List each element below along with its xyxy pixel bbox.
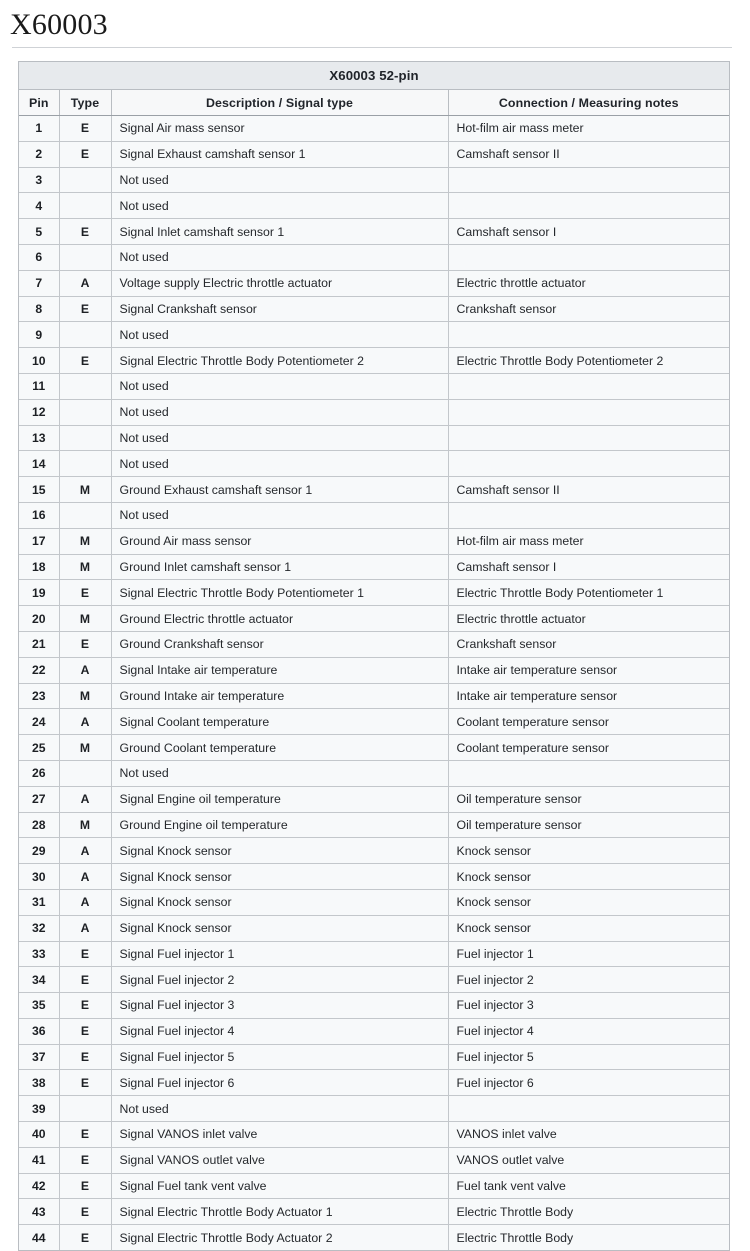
connection-cell: Fuel injector 2	[448, 967, 729, 993]
table-row	[19, 1173, 729, 1199]
connection-cell: Camshaft sensor II	[448, 477, 729, 503]
pin-cell: 9	[19, 322, 59, 348]
table-row	[19, 1122, 729, 1148]
type-cell	[59, 451, 111, 477]
table-row	[19, 244, 729, 270]
table-row	[19, 116, 729, 142]
connection-cell: Camshaft sensor I	[448, 554, 729, 580]
table-row	[19, 1147, 729, 1173]
description-cell: Signal Air mass sensor	[111, 116, 448, 142]
description-cell: Signal VANOS outlet valve	[111, 1147, 448, 1173]
connection-cell: Crankshaft sensor	[448, 296, 729, 322]
connection-cell: Electric Throttle Body Potentiometer 2	[448, 348, 729, 374]
table-row	[19, 786, 729, 812]
column-header-pin: Pin	[19, 90, 59, 116]
type-cell: E	[59, 580, 111, 606]
type-cell	[59, 399, 111, 425]
column-header-description: Description / Signal type	[111, 90, 448, 116]
pinout-table	[19, 62, 729, 1250]
pin-cell: 41	[19, 1147, 59, 1173]
type-cell: M	[59, 528, 111, 554]
pin-cell: 7	[19, 270, 59, 296]
description-cell: Signal Electric Throttle Body Potentiometer 2	[111, 348, 448, 374]
connection-cell: Oil temperature sensor	[448, 786, 729, 812]
pin-cell: 3	[19, 167, 59, 193]
description-cell: Signal Electric Throttle Body Actuator 2	[111, 1225, 448, 1250]
type-cell: A	[59, 889, 111, 915]
connection-cell: Hot-film air mass meter	[448, 116, 729, 142]
type-cell: A	[59, 864, 111, 890]
description-cell: Not used	[111, 399, 448, 425]
type-cell: E	[59, 1018, 111, 1044]
connection-cell: Fuel injector 1	[448, 941, 729, 967]
type-cell: E	[59, 1122, 111, 1148]
table-row	[19, 348, 729, 374]
description-cell: Signal Fuel tank vent valve	[111, 1173, 448, 1199]
title-divider	[12, 47, 732, 48]
type-cell	[59, 1096, 111, 1122]
description-cell: Not used	[111, 373, 448, 399]
connection-cell: Fuel injector 5	[448, 1044, 729, 1070]
pin-cell: 44	[19, 1225, 59, 1250]
page-title: X60003	[10, 8, 108, 41]
type-cell: A	[59, 709, 111, 735]
connection-cell: Electric throttle actuator	[448, 270, 729, 296]
connection-cell: Electric Throttle Body	[448, 1199, 729, 1225]
type-cell: E	[59, 1044, 111, 1070]
pin-cell: 4	[19, 193, 59, 219]
table-row	[19, 322, 729, 348]
connection-cell	[448, 760, 729, 786]
table-row	[19, 296, 729, 322]
table-row	[19, 528, 729, 554]
pin-cell: 2	[19, 141, 59, 167]
connection-cell: Intake air temperature sensor	[448, 657, 729, 683]
connection-cell: Knock sensor	[448, 889, 729, 915]
pin-cell: 43	[19, 1199, 59, 1225]
connection-cell: Fuel injector 4	[448, 1018, 729, 1044]
connection-cell	[448, 451, 729, 477]
table-row	[19, 270, 729, 296]
table-body	[19, 116, 729, 1251]
type-cell: E	[59, 967, 111, 993]
type-cell: E	[59, 993, 111, 1019]
pin-cell: 15	[19, 477, 59, 503]
type-cell	[59, 322, 111, 348]
description-cell: Signal Fuel injector 2	[111, 967, 448, 993]
pin-cell: 20	[19, 606, 59, 632]
type-cell	[59, 193, 111, 219]
connection-cell	[448, 193, 729, 219]
type-cell: M	[59, 606, 111, 632]
connection-cell: Knock sensor	[448, 915, 729, 941]
pin-cell: 25	[19, 735, 59, 761]
description-cell: Signal Fuel injector 1	[111, 941, 448, 967]
connection-cell: Crankshaft sensor	[448, 631, 729, 657]
pin-cell: 14	[19, 451, 59, 477]
table-row	[19, 1018, 729, 1044]
table-row	[19, 502, 729, 528]
table-row	[19, 812, 729, 838]
connection-cell	[448, 322, 729, 348]
table-row	[19, 993, 729, 1019]
description-cell: Ground Air mass sensor	[111, 528, 448, 554]
table-row	[19, 167, 729, 193]
pin-cell: 39	[19, 1096, 59, 1122]
pin-cell: 16	[19, 502, 59, 528]
pin-cell: 6	[19, 244, 59, 270]
table-row	[19, 1199, 729, 1225]
description-cell: Ground Exhaust camshaft sensor 1	[111, 477, 448, 503]
pin-cell: 38	[19, 1070, 59, 1096]
pin-cell: 19	[19, 580, 59, 606]
column-header-type: Type	[59, 90, 111, 116]
pin-cell: 37	[19, 1044, 59, 1070]
description-cell: Not used	[111, 451, 448, 477]
type-cell: M	[59, 812, 111, 838]
connection-cell: VANOS inlet valve	[448, 1122, 729, 1148]
connection-cell	[448, 399, 729, 425]
description-cell: Signal Fuel injector 6	[111, 1070, 448, 1096]
connection-cell	[448, 244, 729, 270]
table-row	[19, 451, 729, 477]
description-cell: Signal Crankshaft sensor	[111, 296, 448, 322]
description-cell: Ground Coolant temperature	[111, 735, 448, 761]
description-cell: Signal Inlet camshaft sensor 1	[111, 219, 448, 245]
connection-cell: Fuel injector 6	[448, 1070, 729, 1096]
table-row	[19, 915, 729, 941]
description-cell: Signal Intake air temperature	[111, 657, 448, 683]
pin-cell: 11	[19, 373, 59, 399]
table-row	[19, 1044, 729, 1070]
pin-cell: 40	[19, 1122, 59, 1148]
description-cell: Not used	[111, 1096, 448, 1122]
table-row	[19, 477, 729, 503]
pin-cell: 8	[19, 296, 59, 322]
table-row	[19, 967, 729, 993]
type-cell: A	[59, 270, 111, 296]
description-cell: Ground Engine oil temperature	[111, 812, 448, 838]
description-cell: Signal Fuel injector 4	[111, 1018, 448, 1044]
description-cell: Ground Crankshaft sensor	[111, 631, 448, 657]
pin-cell: 12	[19, 399, 59, 425]
pin-cell: 26	[19, 760, 59, 786]
pin-cell: 27	[19, 786, 59, 812]
connection-cell	[448, 502, 729, 528]
table-row	[19, 864, 729, 890]
table-row	[19, 709, 729, 735]
type-cell: E	[59, 116, 111, 142]
type-cell: M	[59, 477, 111, 503]
table-caption: X60003 52-pin	[19, 62, 729, 90]
type-cell: A	[59, 657, 111, 683]
pin-cell: 42	[19, 1173, 59, 1199]
table-row	[19, 683, 729, 709]
type-cell	[59, 760, 111, 786]
type-cell: E	[59, 1070, 111, 1096]
connection-cell: Camshaft sensor II	[448, 141, 729, 167]
type-cell: A	[59, 838, 111, 864]
table-row	[19, 606, 729, 632]
description-cell: Not used	[111, 244, 448, 270]
description-cell: Voltage supply Electric throttle actuator	[111, 270, 448, 296]
description-cell: Signal Electric Throttle Body Actuator 1	[111, 1199, 448, 1225]
description-cell: Ground Electric throttle actuator	[111, 606, 448, 632]
pin-cell: 13	[19, 425, 59, 451]
type-cell: E	[59, 1147, 111, 1173]
type-cell: E	[59, 941, 111, 967]
column-header-connection: Connection / Measuring notes	[448, 90, 729, 116]
description-cell: Signal Knock sensor	[111, 889, 448, 915]
pin-cell: 36	[19, 1018, 59, 1044]
connection-cell: Fuel injector 3	[448, 993, 729, 1019]
description-cell: Signal Knock sensor	[111, 838, 448, 864]
connection-cell: Knock sensor	[448, 864, 729, 890]
pin-cell: 34	[19, 967, 59, 993]
table-head	[19, 62, 729, 116]
description-cell: Signal Fuel injector 3	[111, 993, 448, 1019]
connection-cell: Hot-film air mass meter	[448, 528, 729, 554]
pin-cell: 1	[19, 116, 59, 142]
connection-cell: Coolant temperature sensor	[448, 709, 729, 735]
description-cell: Not used	[111, 322, 448, 348]
description-cell: Signal Coolant temperature	[111, 709, 448, 735]
description-cell: Not used	[111, 760, 448, 786]
connection-cell: Intake air temperature sensor	[448, 683, 729, 709]
description-cell: Ground Inlet camshaft sensor 1	[111, 554, 448, 580]
type-cell: E	[59, 296, 111, 322]
description-cell: Signal VANOS inlet valve	[111, 1122, 448, 1148]
pin-cell: 17	[19, 528, 59, 554]
table-row	[19, 838, 729, 864]
connection-cell: Electric throttle actuator	[448, 606, 729, 632]
pin-cell: 24	[19, 709, 59, 735]
description-cell: Signal Engine oil temperature	[111, 786, 448, 812]
type-cell: M	[59, 554, 111, 580]
table-row	[19, 1225, 729, 1250]
connection-cell	[448, 373, 729, 399]
connection-cell: Fuel tank vent valve	[448, 1173, 729, 1199]
table-row	[19, 889, 729, 915]
type-cell	[59, 373, 111, 399]
table-header-row	[19, 90, 729, 116]
connection-cell	[448, 1096, 729, 1122]
pin-cell: 22	[19, 657, 59, 683]
type-cell	[59, 244, 111, 270]
description-cell: Ground Intake air temperature	[111, 683, 448, 709]
connection-cell: Oil temperature sensor	[448, 812, 729, 838]
table-row	[19, 425, 729, 451]
table-row	[19, 554, 729, 580]
table-row	[19, 735, 729, 761]
pin-cell: 10	[19, 348, 59, 374]
connection-cell: Knock sensor	[448, 838, 729, 864]
type-cell: A	[59, 786, 111, 812]
type-cell	[59, 167, 111, 193]
connection-cell: VANOS outlet valve	[448, 1147, 729, 1173]
pin-cell: 31	[19, 889, 59, 915]
pin-cell: 23	[19, 683, 59, 709]
table-row	[19, 399, 729, 425]
table-row	[19, 1070, 729, 1096]
pin-cell: 32	[19, 915, 59, 941]
type-cell	[59, 502, 111, 528]
description-cell: Not used	[111, 425, 448, 451]
pin-cell: 35	[19, 993, 59, 1019]
type-cell: E	[59, 1225, 111, 1250]
connection-cell: Electric Throttle Body	[448, 1225, 729, 1250]
document-title-block	[0, 0, 750, 48]
pin-cell: 30	[19, 864, 59, 890]
connection-cell	[448, 167, 729, 193]
connection-cell: Camshaft sensor I	[448, 219, 729, 245]
type-cell: E	[59, 631, 111, 657]
type-cell: E	[59, 1199, 111, 1225]
type-cell: E	[59, 1173, 111, 1199]
description-cell: Signal Knock sensor	[111, 915, 448, 941]
table-row	[19, 657, 729, 683]
type-cell: M	[59, 683, 111, 709]
pinout-table-container	[18, 61, 730, 1251]
table-row	[19, 373, 729, 399]
description-cell: Signal Fuel injector 5	[111, 1044, 448, 1070]
table-row	[19, 193, 729, 219]
description-cell: Signal Electric Throttle Body Potentiometer 1	[111, 580, 448, 606]
type-cell: E	[59, 141, 111, 167]
table-row	[19, 941, 729, 967]
connection-cell: Electric Throttle Body Potentiometer 1	[448, 580, 729, 606]
pin-cell: 21	[19, 631, 59, 657]
table-row	[19, 141, 729, 167]
table-row	[19, 1096, 729, 1122]
table-row	[19, 219, 729, 245]
pin-cell: 5	[19, 219, 59, 245]
table-row	[19, 580, 729, 606]
table-row	[19, 760, 729, 786]
type-cell	[59, 425, 111, 451]
description-cell: Signal Knock sensor	[111, 864, 448, 890]
description-cell: Signal Exhaust camshaft sensor 1	[111, 141, 448, 167]
description-cell: Not used	[111, 502, 448, 528]
table-caption-row	[19, 62, 729, 90]
description-cell: Not used	[111, 167, 448, 193]
type-cell: M	[59, 735, 111, 761]
type-cell: E	[59, 348, 111, 374]
description-cell: Not used	[111, 193, 448, 219]
pin-cell: 18	[19, 554, 59, 580]
pin-cell: 29	[19, 838, 59, 864]
connection-cell: Coolant temperature sensor	[448, 735, 729, 761]
connection-cell	[448, 425, 729, 451]
pin-cell: 28	[19, 812, 59, 838]
type-cell: E	[59, 219, 111, 245]
pin-cell: 33	[19, 941, 59, 967]
type-cell: A	[59, 915, 111, 941]
table-row	[19, 631, 729, 657]
